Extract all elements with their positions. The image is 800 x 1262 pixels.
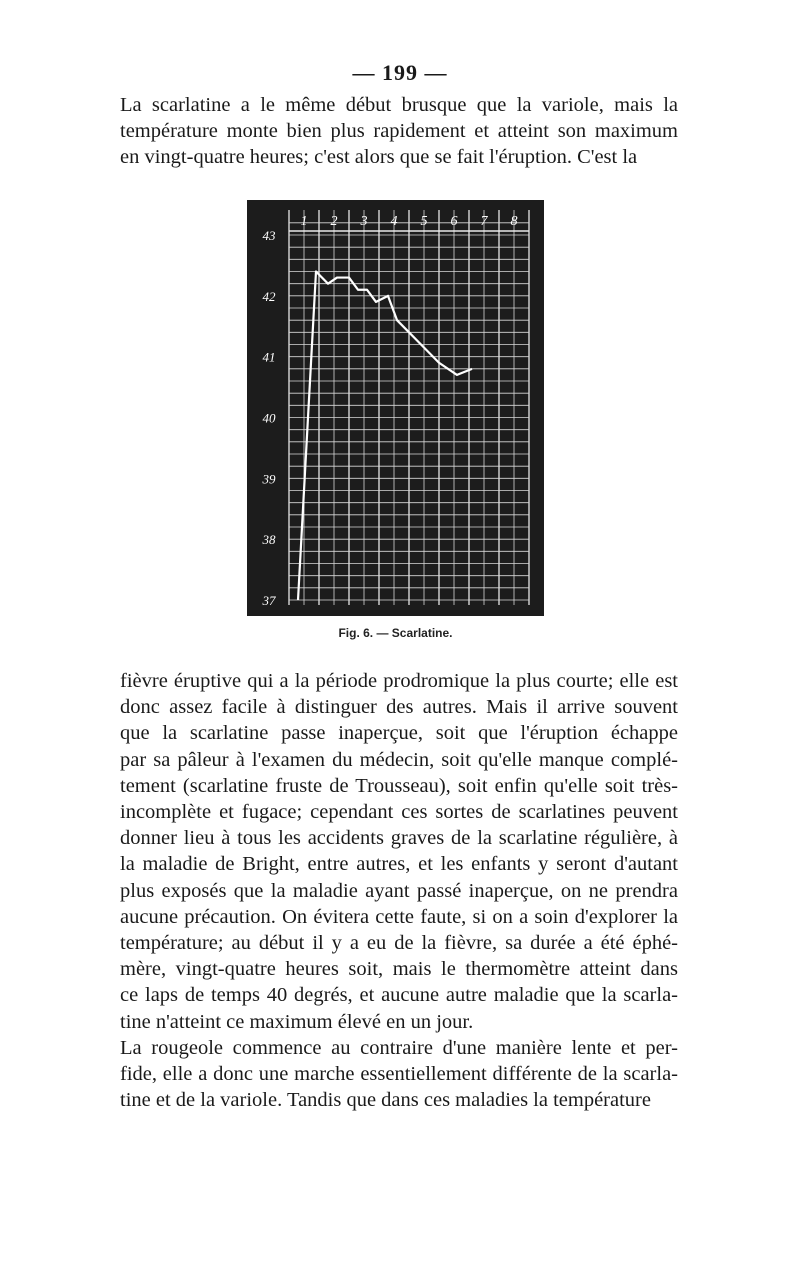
text-line: tement (scarlatine fruste de Trousseau), soit enfin qu'elle soit très- <box>120 774 678 797</box>
y-tick-label: 38 <box>262 532 276 548</box>
temperature-chart-figure <box>247 200 544 616</box>
text-line: fièvre éruptive qui a la période prodromique la plus courte; elle est <box>120 670 678 692</box>
temperature-chart <box>247 200 544 616</box>
text-line: par sa pâleur à l'examen du médecin, soit qu'elle manque complé- <box>120 748 678 771</box>
text-line: ce laps de temps 40 degrés, et aucune autre maladie que la scarla- <box>120 984 678 1007</box>
x-tick-label: 4 <box>390 214 398 229</box>
x-tick-label: 2 <box>330 214 338 229</box>
text-line: température; au début il y a eu de la fièvre, sa durée a été éphé- <box>120 932 678 955</box>
page-number: — 199 — <box>352 60 448 85</box>
text-line: température monte bien plus rapidement et atteint son maximum <box>120 120 678 143</box>
text-line: La rougeole commence au contraire d'une manière lente et per- <box>120 1036 678 1059</box>
text-line: mère, vingt-quatre heures soit, mais le thermomètre atteint dans <box>120 958 678 981</box>
text-line: La scarlatine a le même début brusque que la variole, mais la <box>120 94 678 116</box>
x-tick-label: 3 <box>360 214 368 229</box>
text-line: tine n'atteint ce maximum élevé en un jour. <box>120 1010 474 1033</box>
y-tick-label: 41 <box>262 349 276 365</box>
x-tick-label: 5 <box>420 214 428 229</box>
text-line: que la scarlatine passe inaperçue, soit que l'éruption échappe <box>120 722 678 745</box>
y-tick-label: 37 <box>262 593 276 608</box>
text-line: aucune précaution. On évitera cette faute, si on a soin d'explorer la <box>120 905 678 928</box>
text-line: donner lieu à tous les accidents graves de la scarlatine régulière, à <box>120 827 678 850</box>
text-line: fide, elle a donc une marche essentiellement différente de la scarla- <box>120 1063 678 1086</box>
text-line: incomplète et fugace; cependant ces sortes de scarlatines peuvent <box>120 801 678 824</box>
paragraph-top <box>120 92 678 171</box>
y-tick-label: 42 <box>262 288 276 304</box>
y-tick-label: 39 <box>262 471 276 487</box>
x-tick-label: 1 <box>300 214 308 229</box>
y-tick-label: 43 <box>262 228 276 243</box>
x-tick-label: 6 <box>450 214 458 229</box>
text-line: la maladie de Bright, entre autres, et les enfants y seront d'autant <box>120 853 678 876</box>
paragraph-bottom <box>120 668 678 1113</box>
text-line: en vingt-quatre heures; c'est alors que se fait l'éruption. C'est la <box>120 146 638 169</box>
text-line: tine et de la variole. Tandis que dans ces maladies la température <box>120 1089 651 1112</box>
text-line: donc assez facile à distinguer des autres. Mais il arrive souvent <box>120 696 678 719</box>
y-tick-label: 40 <box>262 410 276 426</box>
figure-caption: Fig. 6. — Scarlatine. <box>338 626 453 640</box>
x-tick-label: 7 <box>480 214 488 229</box>
x-tick-label: 8 <box>510 214 518 229</box>
text-line: plus exposés que la maladie ayant passé inaperçue, on ne prendra <box>120 879 678 902</box>
